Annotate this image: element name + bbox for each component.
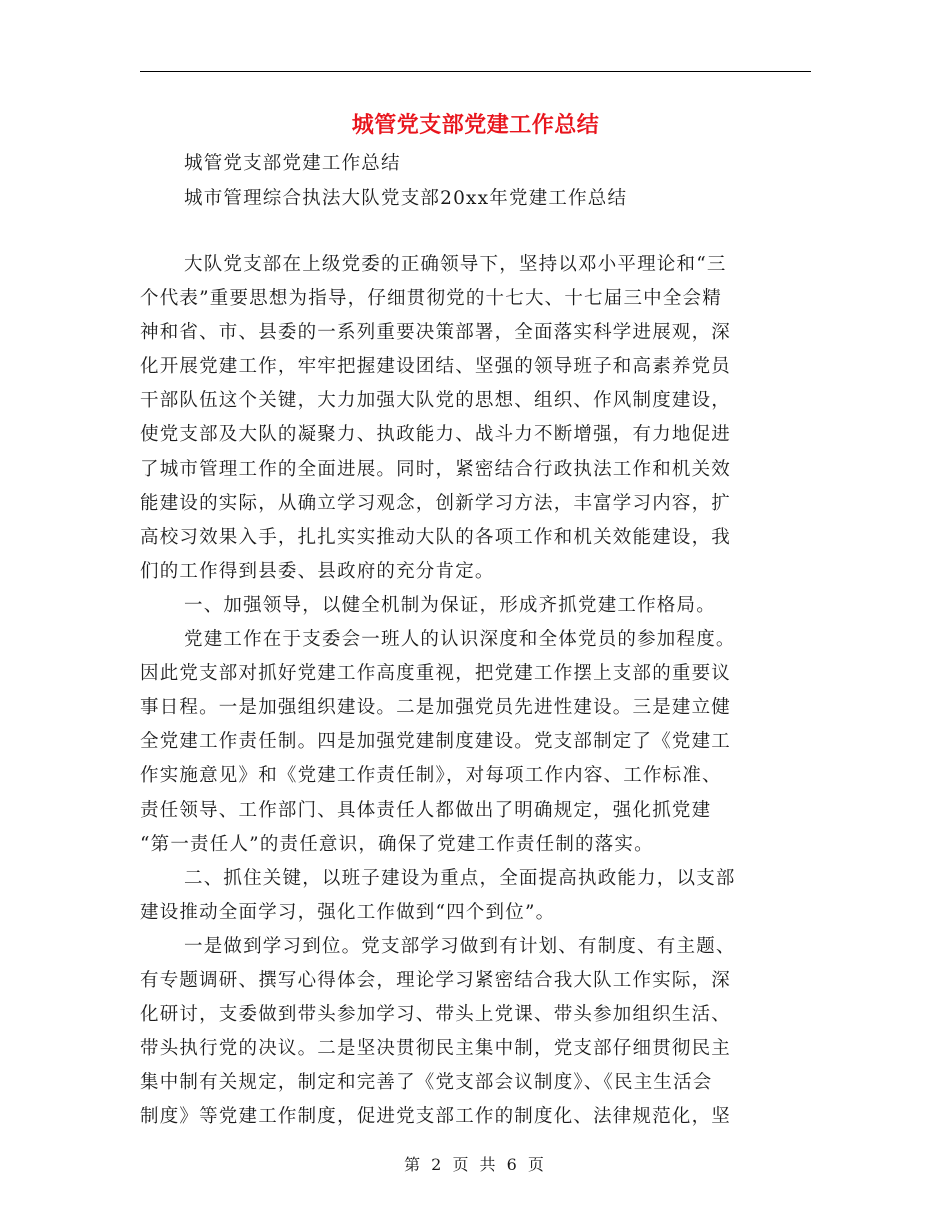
body-line: 建设推动全面学习，强化工作做到“四个到位”。 xyxy=(140,901,556,923)
body-line: 全党建工作责任制。四是加强党建制度建设。党支部制定了《党建工 xyxy=(140,731,732,753)
body-line: 有专题调研、撰写心得体会，理论学习紧密结合我大队工作实际，深 xyxy=(140,969,732,991)
document-title: 城管党支部党建工作总结 xyxy=(351,112,600,138)
body-line: 带头执行党的决议。二是坚决贯彻民主集中制，党支部仔细贯彻民主 xyxy=(140,1038,732,1060)
body-line: 们的工作得到县委、县政府的充分肯定。 xyxy=(140,560,495,582)
body-line: 能建设的实际，从确立学习观念，创新学习方法，丰富学习内容，扩 xyxy=(140,492,732,514)
document-subtitle-unit: 城市管理综合执法大队党支部20xx年党建工作总结 xyxy=(184,188,628,209)
body-line: “第一责任人”的责任意识，确保了党建工作责任制的落实。 xyxy=(140,833,654,855)
body-line: 大队党支部在上级党委的正确领导下，坚持以邓小平理论和“三 xyxy=(184,254,727,275)
body-line: 化开展党建工作，牢牢把握建设团结、坚强的领导班子和高素养党员 xyxy=(140,356,732,378)
body-line: 事日程。一是加强组织建设。二是加强党员先进性建设。三是建立健 xyxy=(140,697,732,719)
body-line: 化研讨，支委做到带头参加学习、带头上党课、带头参加组织生活、 xyxy=(140,1004,732,1026)
body-line: 了城市管理工作的全面进展。同时，紧密结合行政执法工作和机关效 xyxy=(140,458,732,480)
body-line: 作实施意见》和《党建工作责任制》，对每项工作内容、工作标准、 xyxy=(140,765,722,787)
body-line: 高校习效果入手，扎扎实实推动大队的各项工作和机关效能建设，我 xyxy=(140,526,732,548)
body-line: 因此党支部对抓好党建工作高度重视，把党建工作摆上支部的重要议 xyxy=(140,663,732,685)
body-line: 一是做到学习到位。党支部学习做到有计划、有制度、有主题、 xyxy=(184,935,736,957)
body-line: 责任领导、工作部门、具体责任人都做出了明确规定，强化抓党建 xyxy=(140,799,712,821)
body-line: 二、抓住关键，以班子建设为重点，全面提高执政能力，以支部 xyxy=(184,867,736,889)
page-footer: 第 2 页 共 6 页 xyxy=(404,1155,547,1174)
body-line: 一、加强领导，以健全机制为保证，形成齐抓党建工作格局。 xyxy=(184,594,716,616)
document-body xyxy=(140,248,811,1134)
body-line: 党建工作在于支委会一班人的认识深度和全体党员的参加程度。 xyxy=(184,629,736,651)
body-line: 使党支部及大队的凝聚力、执政能力、战斗力不断增强，有力地促进 xyxy=(140,424,732,446)
body-line: 干部队伍这个关键，大力加强大队党的思想、组织、作风制度建设， xyxy=(140,390,732,412)
document-subtitle: 城管党支部党建工作总结 xyxy=(184,153,401,174)
body-line: 神和省、市、县委的一系列重要决策部署，全面落实科学进展观，深 xyxy=(140,322,732,344)
body-line: 个代表”重要思想为指导，仔细贯彻党的十七大、十七届三中全会精 xyxy=(140,288,722,310)
body-line: 集中制有关规定，制定和完善了《党支部会议制度》、《民主生活会 xyxy=(140,1072,713,1094)
header-rule xyxy=(140,71,811,72)
body-line: 制度》等党建工作制度，促进党支部工作的制度化、法律规范化，坚 xyxy=(140,1106,732,1128)
